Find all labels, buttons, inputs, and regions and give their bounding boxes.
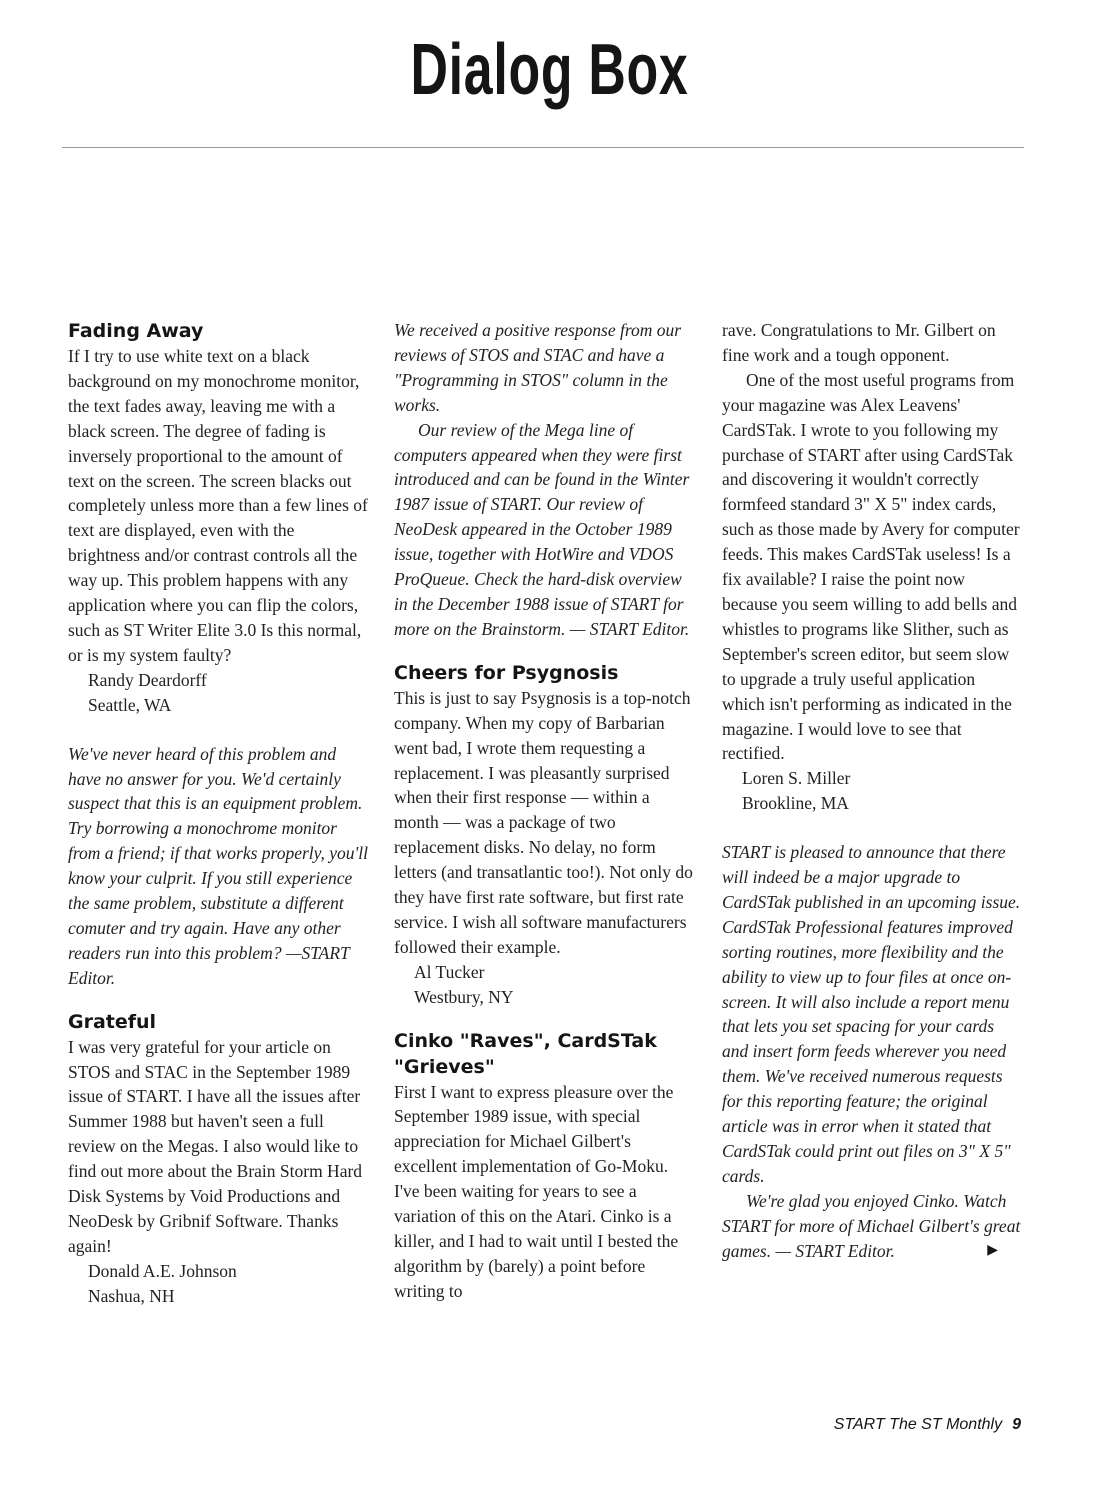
editor-reply-closing <box>722 1189 1022 1264</box>
heading-grateful: Grateful <box>68 1010 157 1033</box>
signature-place: Nashua, NH <box>88 1285 175 1306</box>
editor-reply-closing-text: We're glad you enjoyed Cinko. Watch START for more of Michael Gilbert's great games. — START Editor. <box>722 1190 1021 1261</box>
heading-cinko-cardstak: Cinko "Raves", CardSTak "Grieves" <box>394 1029 657 1078</box>
signature-name: Loren S. Miller <box>742 768 851 789</box>
page-number: 9 <box>1012 1416 1021 1433</box>
column-2 <box>394 318 694 1304</box>
footer-label: START The ST Monthly <box>833 1416 1003 1433</box>
letter-psygnosis: This is just to say Psygnosis is a top-notch company. When my copy of Barbarian went bad, I wrote them requesting a replacement. I was pleasantly surprised when their first response — within a month — was a package of two replacement disks. No delay, no form letters (and transatlantic too!). Not only do they have first rate software, but first rate service. I wish all software manufacturers followed their example. <box>394 687 693 957</box>
spacer <box>68 718 368 742</box>
letter-fading-away: If I try to use white text on a black background on my monochrome monitor, the text fades away, leaving me with a black screen. The degree of fading is inversely proportional to the amount of text on the screen. The screen blacks out completely unless more than a few lines of text are displayed, even with the brightness and/or contrast controls all the way up. This problem happens with any application where you can flip the colors, such as ST Writer Elite 3.0 Is this normal, or is my system faulty? <box>68 346 368 665</box>
heading-cheers-for-psygnosis: Cheers for Psygnosis <box>394 661 619 684</box>
signature-place: Brookline, MA <box>742 793 849 814</box>
signature-name: Al Tucker <box>414 961 485 982</box>
page-title: Dialog Box <box>410 30 689 110</box>
editor-reply-continued: Our review of the Mega line of computers appeared when they were first introduced and can be found in the Winter 1987 issue of START. Our review of NeoDesk appeared in the October 1989 issue, together with HotWire and VDOS ProQueue. Check the hard-disk overview in the December 1988 issue of START for more on the Brainstorm. — START Editor. <box>394 419 690 639</box>
column-1 <box>68 318 368 1309</box>
signature-place: Seattle, WA <box>88 694 172 715</box>
letter-cardstak: One of the most useful programs from your magazine was Alex Leavens' CardSTak. I wrote to you following my purchase of START after using CardSTak and discovering it wouldn't correctly formfeed standard 3" X 5" index cards, such as those made by Avery for computer feeds. This makes CardSTak useless! Is a fix available? I raise the point now because you seem willing to add bells and whistles to programs like Slither, such as September's screen editor, but seem slow to upgrade a truly useful application which isn't performing as indicated in the magazine. I would love to see that rectified. <box>722 369 1020 764</box>
triangle-right-icon[interactable]: ▶ <box>987 1242 998 1258</box>
editor-reply: START is pleased to announce that there will indeed be a major upgrade to CardSTak published in an upcoming issue. CardSTak Professional features improved sorting routines, more flexibility and the ability to view up to four files at once on-screen. It will also include a report menu that lets you set spacing for your cards and insert form feeds wherever you need them. We've received numerous requests for this reporting feature; the original article was in error when it stated that CardSTak could print out files on 3" X 5" cards. <box>722 842 1021 1186</box>
editor-reply: We've never heard of this problem and have no answer for you. We'd certainly suspect that this is an equipment problem. Try borrowing a monochrome monitor from a friend; if that works properly, you'll know your culprit. If you still experience the same problem, substitute a different comuter and try again. Have any other readers run into this problem? —START Editor. <box>68 743 368 988</box>
heading-fading-away: Fading Away <box>68 320 204 342</box>
signature-name: Donald A.E. Johnson <box>88 1260 237 1281</box>
title-rule <box>62 147 1024 148</box>
letter-cinko: First I want to express pleasure over the September 1989 issue, with special appreciation for Michael Gilbert's excellent implementation of Go-Moku. I've been waiting for years to see a variation of this on the Atari. Cinko is a killer, and I had to wait until I bested the algorithm by (barely) a point before writing to <box>394 1081 679 1301</box>
editor-reply: We received a positive response from our reviews of STOS and STAC and have a "Programming in STOS" column in the works. <box>394 320 682 415</box>
signature-place: Westbury, NY <box>414 986 514 1007</box>
page-footer <box>834 1416 1021 1434</box>
letter-grateful: I was very grateful for your article on STOS and STAC in the September 1989 issue of START. I have all the issues after Summer 1988 but haven't seen a full review on the Megas. I also would like to find out more about the Brain Storm Hard Disk Systems by Void Productions and NeoDesk by Gribnif Software. Thanks again! <box>68 1036 363 1256</box>
spacer <box>722 816 1022 840</box>
letter-cinko-continued: rave. Congratulations to Mr. Gilbert on fine work and a tough opponent. <box>722 320 996 365</box>
signature-name: Randy Deardorff <box>88 669 207 690</box>
column-3 <box>722 318 1022 1264</box>
